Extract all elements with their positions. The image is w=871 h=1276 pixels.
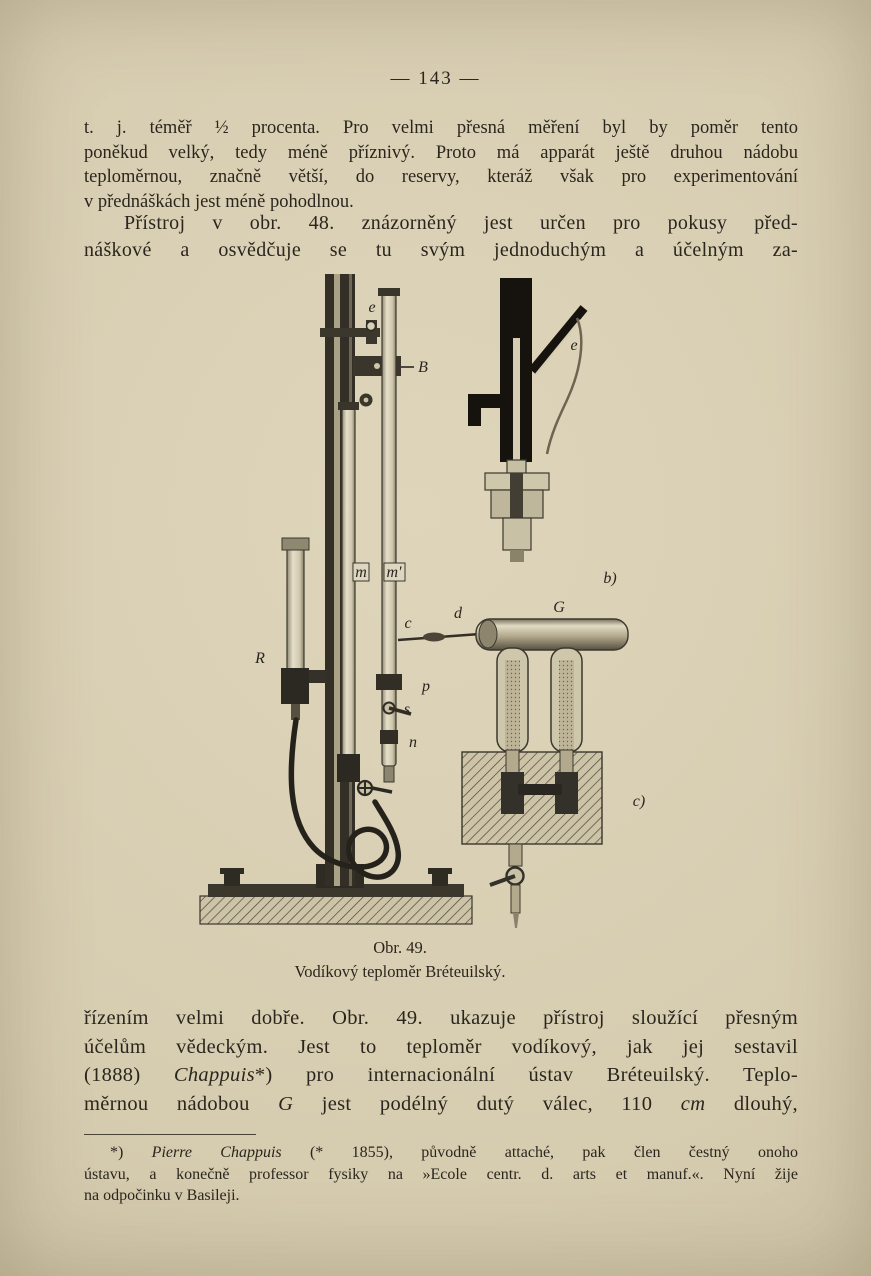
- figure-inset-c: [462, 648, 602, 928]
- text-line: teploměrnou, značně větší, do reservy, kteráž však pro experimentování: [84, 167, 798, 187]
- italic-segment-chappuis: Chappuis: [173, 1064, 255, 1086]
- footnote-marker: *): [110, 1144, 152, 1161]
- figure-caption: [170, 938, 630, 982]
- figure-apparatus-drawing: [170, 268, 690, 938]
- paragraph-3: [84, 1004, 798, 1118]
- page-number: — 143 —: [390, 68, 481, 89]
- text-line: ústavu, a konečně professor fysiky na »Ecole centr. d. arts et manuf.«. Nyní žije: [84, 1165, 798, 1183]
- figure-label-c-inset: c): [632, 793, 646, 810]
- text-line: účelům vědeckým. Jest to teploměr vodíkový, jak jej sestavil: [84, 1035, 798, 1058]
- text-line: na odpočinku v Basileji.: [84, 1187, 240, 1204]
- figure-label-p: p: [422, 678, 430, 695]
- figure-cylinder-G: [398, 619, 628, 650]
- figure-caption-number: Obr. 49.: [373, 938, 427, 957]
- footnote: [84, 1142, 798, 1207]
- figure-label-d: d: [454, 605, 462, 622]
- figure-label-B: B: [418, 359, 428, 376]
- figure-label-c: c: [404, 615, 412, 632]
- text-line: Přístroj v obr. 48. znázorněný jest určen pro pokusy před-: [124, 212, 798, 234]
- figure-label-G: G: [553, 599, 565, 616]
- text-segment: *) pro internacionální ústav Bréteuilský. Teplo-: [254, 1064, 798, 1086]
- text-line: poněkud velký, tedy méně příznivý. Proto má apparát ještě druhou nádobu: [84, 142, 798, 163]
- text-line: t. j. téměř ½ procenta. Pro velmi přesná měření byl by poměr tento: [84, 118, 798, 138]
- text-line: [84, 1061, 798, 1090]
- figure-label-e-inset: e: [570, 337, 578, 354]
- italic-segment-G: G: [278, 1092, 294, 1115]
- text-line: náškové a osvědčuje se tu svým jednoduchým a účelným za-: [84, 239, 798, 261]
- figure-label-m-prime: m': [386, 564, 402, 581]
- figure-label-b-inset: b): [603, 570, 617, 587]
- figure-tube-R: [281, 538, 327, 720]
- italic-segment-cm: cm: [680, 1092, 706, 1115]
- italic-segment-pierre-chappuis: Pierre Chappuis: [151, 1144, 282, 1161]
- text-line: [84, 1142, 798, 1164]
- figure-label-R: R: [255, 650, 265, 667]
- figure-labels: [254, 299, 645, 810]
- figure-caption-title: Vodíkový teploměr Bréteuilský.: [294, 962, 506, 981]
- figure-label-m: m: [355, 564, 367, 581]
- text-segment: (* 1855), původně attaché, pak člen čestný onoho: [281, 1144, 799, 1161]
- text-line: [84, 1090, 798, 1119]
- figure-label-e-top: e: [368, 299, 376, 316]
- paragraph-1: [84, 116, 798, 214]
- figure-label-n: n: [409, 734, 417, 751]
- paragraph-2: [84, 210, 798, 264]
- figure-obr-49: [170, 268, 690, 938]
- text-line: řízením velmi dobře. Obr. 49. ukazuje přístroj sloužící přesným: [84, 1007, 798, 1029]
- text-line: v přednáškách jest méně pohodlnou.: [84, 191, 354, 212]
- text-segment: (1888): [84, 1064, 174, 1086]
- footnote-divider: [84, 1134, 256, 1135]
- figure-label-s: s: [403, 701, 411, 718]
- text-segment: měrnou nádobou: [84, 1092, 279, 1115]
- text-segment: jest podélný dutý válec, 110: [293, 1092, 681, 1115]
- text-segment: dlouhý,: [705, 1092, 798, 1115]
- figure-inset-b: [468, 278, 584, 562]
